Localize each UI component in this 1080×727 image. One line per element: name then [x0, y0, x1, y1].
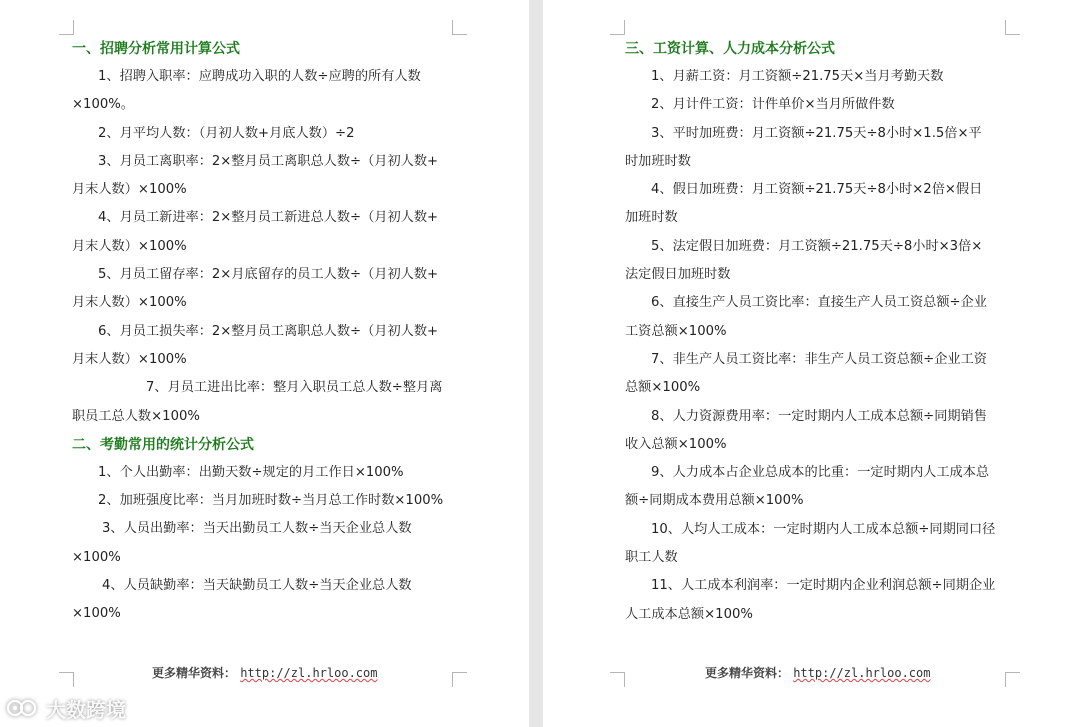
formula-continuation: ×100%: [72, 606, 121, 622]
formula-line: 8、人力资源费用率：一定时期内人工成本总额÷同期销售: [651, 408, 987, 424]
formula-item: [625, 120, 1005, 177]
formula-item: [72, 261, 454, 318]
formula-continuation: ×100%。: [72, 97, 134, 113]
formula-item: [625, 289, 1005, 346]
formula-continuation: 工资总额×100%: [625, 323, 727, 339]
formula-item: [625, 233, 1005, 290]
formula-line: 2、月平均人数：（月初人数+月底人数）÷2: [98, 125, 355, 141]
formula-item: [72, 318, 454, 375]
formula-continuation: 法定假日加班时数: [625, 267, 731, 283]
formula-line: 3、平时加班费：月工资额÷21.75天÷8小时×1.5倍×平: [651, 125, 982, 141]
footer-url[interactable]: http://zl.hrloo.com: [793, 666, 931, 680]
formula-line: 6、月员工损失率：2×整月员工离职总人数÷（月初人数+: [98, 323, 439, 339]
formula-line: 6、直接生产人员工资比率：直接生产人员工资总额÷企业: [651, 295, 987, 311]
formula-line: 2、月计件工资：计件单价×当月所做件数: [651, 97, 895, 113]
watermark-logo-icon: [6, 697, 40, 719]
corner-mark: [610, 672, 625, 687]
formula-line: 5、法定假日加班费：月工资额÷21.75天÷8小时×3倍×: [651, 238, 983, 254]
formula-line: 4、人员缺勤率：当天缺勤员工人数÷当天企业总人数: [102, 578, 412, 594]
corner-mark: [1005, 672, 1020, 687]
formula-continuation: 月末人数）×100%: [72, 238, 187, 254]
corner-mark: [1005, 20, 1020, 35]
formula-continuation: 收入总额×100%: [625, 436, 727, 452]
formula-item: [625, 459, 1005, 516]
formula-continuation: 月末人数）×100%: [72, 295, 187, 311]
formula-line: 1、月薪工资：月工资额÷21.75天×当月考勤天数: [651, 69, 944, 84]
footer: [152, 664, 377, 681]
formula-line: 1、个人出勤率：出勤天数÷规定的月工作日×100%: [98, 464, 404, 480]
formula-continuation: 时加班时数: [625, 153, 691, 169]
formula-line: 7、非生产人员工资比率：非生产人员工资总额÷企业工资: [651, 351, 987, 367]
formula-continuation: 总额×100%: [625, 380, 701, 396]
formula-item: [625, 516, 1005, 573]
formula-item: [72, 515, 454, 572]
formula-item: [625, 572, 1005, 629]
formula-continuation: 职员工总人数×100%: [72, 408, 200, 424]
formula-item: [72, 148, 454, 205]
formula-line: 3、人员出勤率：当天出勤员工人数÷当天企业总人数: [102, 521, 412, 537]
formula-item: [625, 63, 1005, 91]
formula-item: [625, 346, 1005, 403]
formula-line: 10、人均人工成本：一定时期内人工成本总额÷同期同口径: [651, 521, 996, 537]
formula-continuation: 加班时数: [625, 210, 678, 226]
right-page-content: [625, 35, 1005, 629]
formula-continuation: 职工人数: [625, 550, 678, 566]
footer-label: 更多精华资料：: [705, 666, 790, 680]
left-page-content: [72, 35, 454, 629]
footer-label: 更多精华资料：: [152, 666, 237, 680]
formula-item: [72, 374, 454, 431]
footer-url[interactable]: http://zl.hrloo.com: [240, 666, 378, 680]
formula-line: 9、人力成本占企业总成本的比重：一定时期内人工成本总: [651, 465, 990, 481]
formula-item: [72, 120, 454, 148]
formula-line: 2、加班强度比率：当月加班时数÷当月总工作时数×100%: [98, 493, 444, 509]
formula-item: [72, 487, 454, 515]
formula-line: 4、月员工新进率：2×整月员工新进总人数÷（月初人数+: [98, 210, 439, 226]
formula-line: 7、月员工进出比率：整月入职员工总人数÷整月离: [146, 380, 443, 396]
formula-continuation: 月末人数）×100%: [72, 351, 187, 367]
formula-item: [72, 572, 454, 629]
formula-item: [72, 63, 454, 120]
formula-line: 4、假日加班费：月工资额÷21.75天÷8小时×2倍×假日: [651, 182, 983, 198]
formula-continuation: 额÷同期成本费用总额×100%: [625, 493, 804, 509]
corner-mark: [452, 672, 467, 687]
section-heading: 一、招聘分析常用计算公式: [72, 41, 240, 57]
formula-item: [625, 403, 1005, 460]
formula-line: 11、人工成本利润率：一定时期内企业利润总额÷同期企业: [651, 578, 996, 594]
formula-item: [625, 176, 1005, 233]
formula-continuation: 人工成本总额×100%: [625, 606, 753, 622]
formula-item: [72, 204, 454, 261]
formula-item: [72, 459, 454, 487]
watermark-text: 大数跨境: [46, 697, 126, 722]
footer: [705, 664, 930, 681]
document-page-right: [543, 0, 1080, 727]
corner-mark: [452, 20, 467, 35]
formula-line: 5、月员工留存率：2×月底留存的员工人数÷（月初人数+: [98, 267, 439, 283]
section-heading: 三、工资计算、人力成本分析公式: [625, 41, 835, 57]
formula-continuation: ×100%: [72, 549, 121, 565]
formula-item: [625, 91, 1005, 119]
corner-mark: [59, 672, 74, 687]
formula-continuation: 月末人数）×100%: [72, 182, 187, 198]
formula-line: 1、招聘入职率：应聘成功入职的人数÷应聘的所有人数: [98, 69, 421, 84]
watermark: [6, 693, 126, 723]
document-page-left: [0, 0, 529, 727]
corner-mark: [59, 20, 74, 35]
formula-line: 3、月员工离职率：2×整月员工离职总人数÷（月初人数+: [98, 153, 439, 169]
section-heading: 二、考勤常用的统计分析公式: [72, 436, 254, 453]
corner-mark: [610, 20, 625, 35]
